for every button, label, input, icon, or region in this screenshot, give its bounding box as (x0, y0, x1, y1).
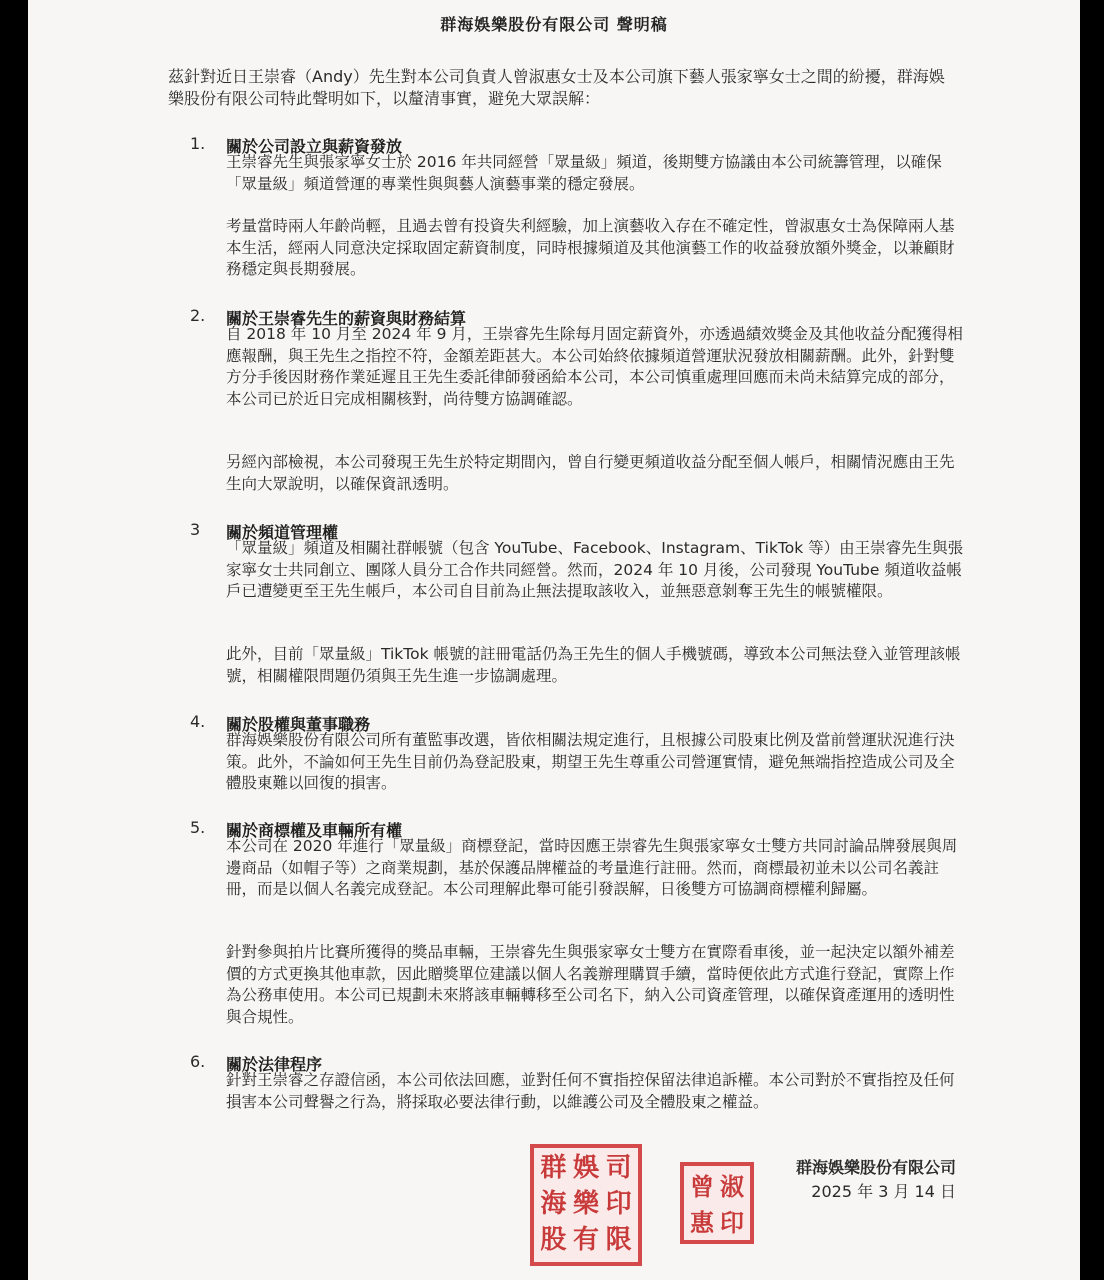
section-paragraph: 此外，目前「眾量級」TikTok 帳號的註冊電話仍為王先生的個人手機號碼，導致本公司無法登入並管理該帳號，相關權限問題仍須與王先生進一步協調處理。 (226, 645, 961, 685)
intro-paragraph: 茲針對近日王崇睿（Andy）先生對本公司負責人曾淑惠女士及本公司旗下藝人張家寧女士之間的紛擾，群海娛樂股份有限公司特此聲明如下，以釐清事實，避免大眾誤解： (168, 67, 945, 108)
section-paragraph: 考量當時兩人年齡尚輕，且過去曾有投資失利經驗，加上演藝收入存在不確定性，曾淑惠女士為保障兩人基本生活，經兩人同意決定採取固定薪資制度，同時根據頻道及其他演藝工作的收益發放額外獎金，以兼顧財務穩定與長期發展。 (226, 217, 955, 278)
seal-char: 海 (540, 1189, 567, 1219)
section-paragraph: 群海娛樂股份有限公司所有董監事改選，皆依相關法規定進行，且根據公司股東比例及當前營運狀況進行決策。此外，不論如何王先生目前仍為登記股東，期望王先生尊重公司營運實情，避免無端指控造成公司及全體股東難以回復的損害。 (226, 731, 955, 792)
signature-date: 2025 年 3 月 14 日 (811, 1182, 956, 1201)
seal-char: 群 (540, 1153, 567, 1183)
section-heading: 關於王崇睿先生的薪資與財務結算 (226, 309, 467, 328)
section-paragraph: 針對王崇睿之存證信函，本公司依法回應，並對任何不實指控保留法律追訴權。本公司對於不實指控及任何損害本公司聲譽之行為，將採取必要法律行動，以維護公司及全體股東之權益。 (226, 1071, 955, 1111)
signature-company: 群海娛樂股份有限公司 (795, 1158, 956, 1177)
signature-block (796, 1156, 956, 1204)
seal-char: 娛 (572, 1153, 599, 1183)
section-number: 6. (190, 1052, 206, 1071)
section-paragraph: 本公司在 2020 年進行「眾量級」商標登記，當時因應王崇睿先生與張家寧女士雙方共同討論品牌發展與周邊商品（如帽子等）之商業規劃，基於保護品牌權益的考量進行註冊。然而，商標最初並未以公司名義註冊，而是以個人名義完成登記。本公司理解此舉可能引發誤解，日後雙方可協調商標權利歸屬。 (226, 837, 958, 898)
seal-char: 印 (605, 1189, 632, 1219)
section-number: 2. (190, 306, 206, 325)
section-heading: 關於商標權及車輛所有權 (226, 821, 403, 840)
section-paragraph: 自 2018 年 10 月至 2024 年 9 月，王崇睿先生除每月固定薪資外，亦透過績效獎金及其他收益分配獲得相應報酬，與王先生之指控不符，金額差距甚大。本公司始終依據頻道營運狀況發放相關薪酬。此外，針對雙方分手後因財務作業延遲且王先生委託律師發函給本公司，本公司慎重處理回應而未尚未結算完成的部分，本公司已於近日完成相關核對，尚待雙方協調確認。 (226, 325, 963, 408)
section-paragraph: 王崇睿先生與張家寧女士於 2016 年共同經營「眾量級」頻道，後期雙方協議由本公司統籌管理，以確保「眾量級」頻道營運的專業性與與藝人演藝事業的穩定發展。 (226, 153, 942, 193)
seal-char: 惠 (690, 1209, 714, 1237)
section-paragraph: 另經內部檢視，本公司發現王先生於特定期間內，曾自行變更頻道收益分配至個人帳戶，相關情況應由王先生向大眾說明，以確保資訊透明。 (226, 453, 955, 493)
section-paragraph: 「眾量級」頻道及相關社群帳號（包含 YouTube、Facebook、Instagram、TikTok 等）由王崇睿先生與張家寧女士共同創立、團隊人員分工合作共同經營。然而，2024 年 10 月後，公司發現 YouTube 頻道收益帳戶已遭變更至王先生帳戶，本公司自目前為止無法提取該收入，並無惡意剝奪王先生的帳號權限。 (226, 539, 964, 600)
section-number: 5. (190, 818, 206, 837)
seal-char: 曾 (690, 1173, 714, 1201)
section-heading: 關於股權與董事職務 (226, 715, 371, 734)
seal-char: 淑 (720, 1173, 744, 1201)
section-paragraph: 針對參與拍片比賽所獲得的獎品車輛，王崇睿先生與張家寧女士雙方在實際看車後，並一起決定以額外補差價的方式更換其他車款，因此贈獎單位建議以個人名義辦理購買手續，當時便依此方式進行登記，實際上作為公務車使用。本公司已規劃未來將該車輛轉移至公司名下，納入公司資產管理，以確保資產運用的透明性與合規性。 (226, 943, 955, 1026)
seal-char: 股 (540, 1225, 567, 1255)
company-seal-stamp (530, 1144, 642, 1266)
personal-seal-stamp (680, 1162, 754, 1244)
section-heading: 關於法律程序 (226, 1055, 323, 1074)
section-heading: 關於公司設立與薪資發放 (226, 137, 403, 156)
document-title: 群海娛樂股份有限公司 聲明稿 (440, 15, 668, 34)
seal-char: 司 (605, 1153, 632, 1183)
seal-char: 印 (720, 1209, 744, 1237)
document-page (28, 0, 1080, 1280)
section-number: 4. (190, 712, 206, 731)
section-number: 1. (190, 134, 206, 153)
seal-char: 有 (572, 1225, 599, 1255)
section-number: 3 (190, 520, 201, 539)
seal-char: 樂 (572, 1189, 599, 1219)
seal-char: 限 (605, 1225, 632, 1255)
section-heading: 關於頻道管理權 (226, 523, 339, 542)
